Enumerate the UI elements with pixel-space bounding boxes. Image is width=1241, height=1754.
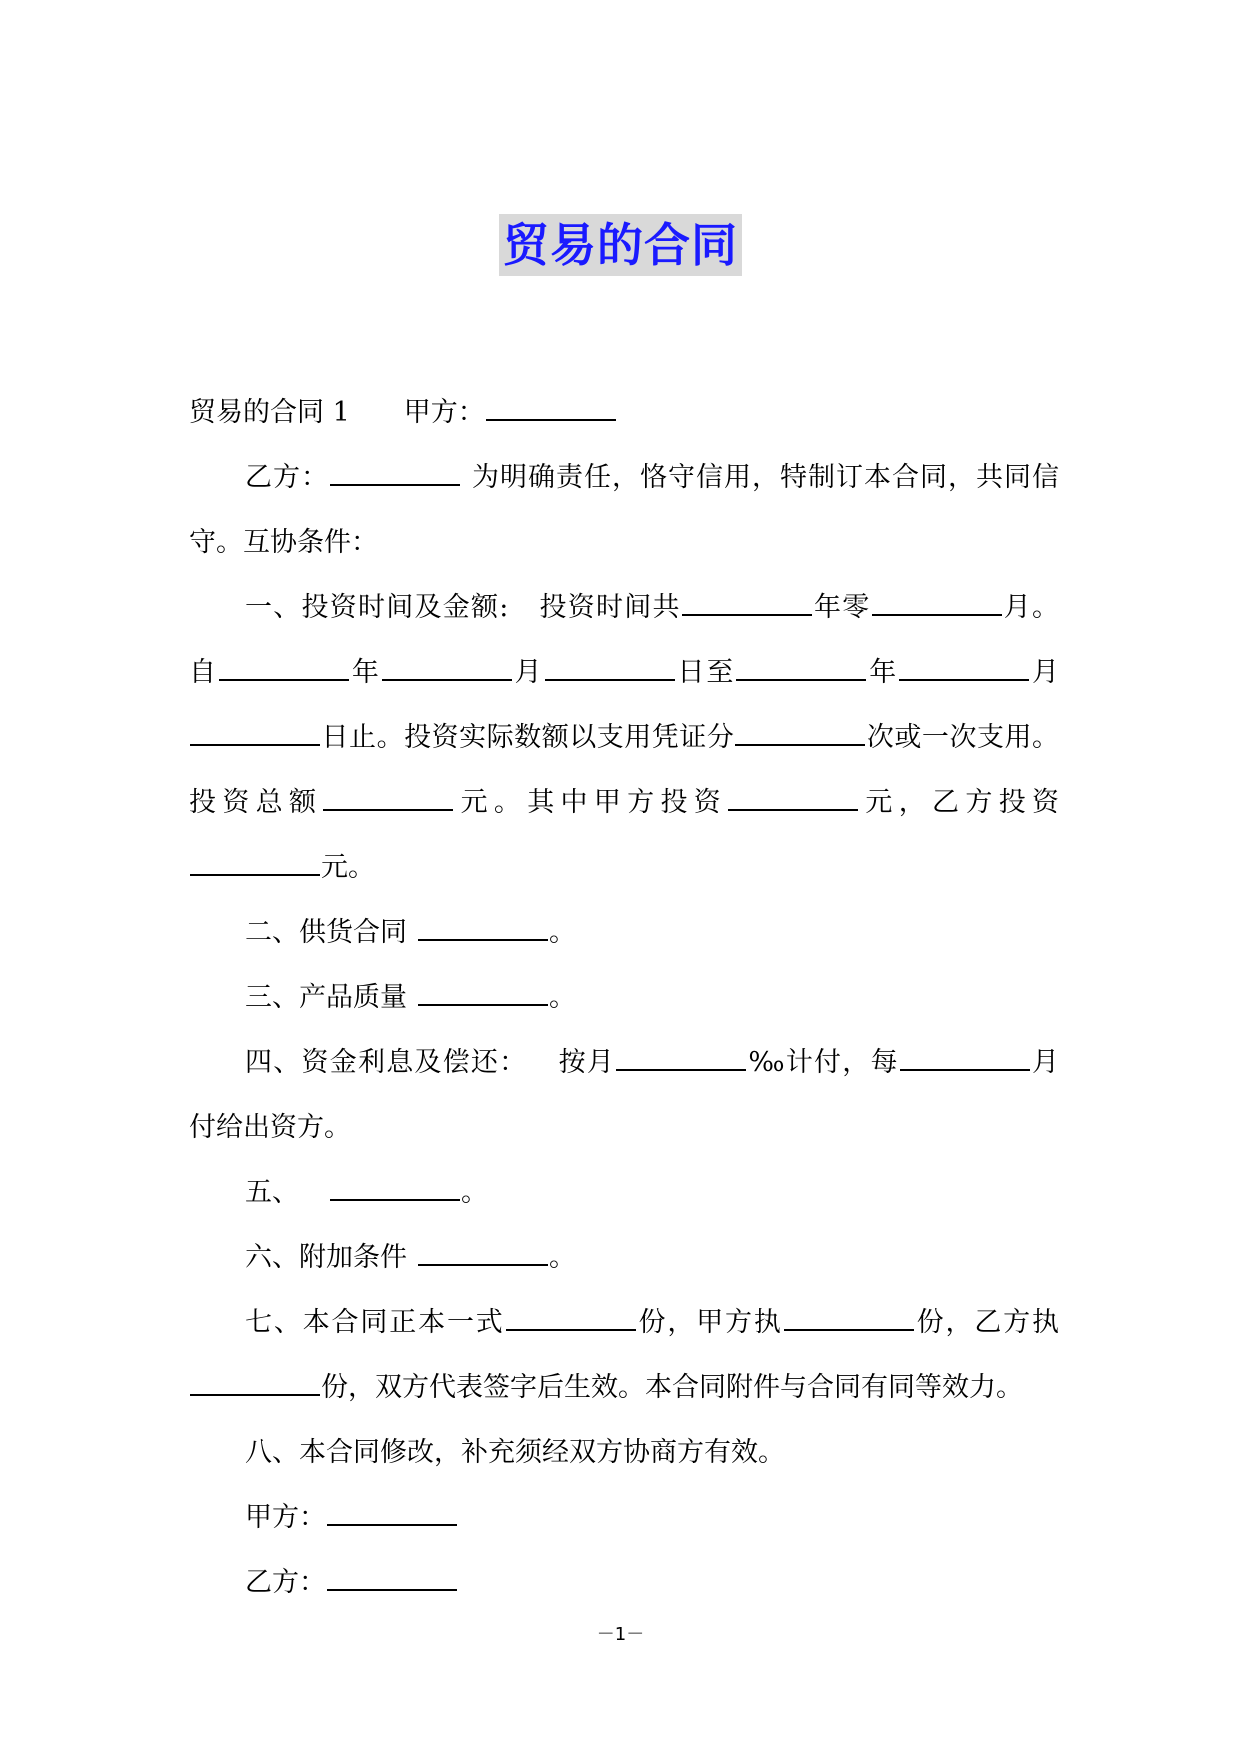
clause-1-text: 月 [1030,657,1060,688]
blank [616,1045,746,1071]
intro-paragraph [189,380,1059,445]
party-b-text: 为明确责任，恪守信用，特制订本合同，共同信守。互协条件： [189,462,1059,558]
page-number: －1－ [596,1624,645,1645]
clause-1-text: 元，乙方投资 [859,787,1060,818]
clause-6 [189,1225,1059,1290]
blank [735,720,865,746]
clause-7-text: 份，甲方执 [636,1307,783,1338]
signature-b-blank [327,1565,457,1591]
blank [190,720,320,746]
intro-heading: 贸易的合同 1 [189,397,350,428]
party-a-label: 甲方： [403,397,485,428]
blank [190,850,320,876]
clause-2 [189,900,1059,965]
signature-b-label: 乙方： [245,1567,326,1598]
signature-party-a [189,1485,1059,1550]
blank [682,590,812,616]
period: 。 [549,982,576,1013]
signature-party-b [189,1550,1059,1615]
blank [506,1305,636,1331]
clause-1 [189,575,1059,900]
party-a-blank [486,395,616,421]
blank [736,655,866,681]
clause-1-text: 元。其中甲方投资 [454,787,728,818]
blank [900,1045,1030,1071]
blank [872,590,1002,616]
signature-a-blank [327,1500,457,1526]
blank [545,655,675,681]
clause-5-label: 五、 [245,1177,299,1208]
clause-8 [189,1420,1059,1485]
period: 。 [549,917,576,948]
blank [899,655,1029,681]
period: 。 [549,1242,576,1273]
clause-5 [189,1160,1059,1225]
clause-4 [189,1030,1059,1160]
clause-1-text: 次或一次支用。投资总额 [189,722,1060,818]
clause-4-label: 四、资金利息及偿还： [245,1047,528,1078]
contract-body [189,380,1059,1615]
blank [219,655,349,681]
clause-4-text: 月付给出资方。 [189,1047,1060,1143]
clause-7-text: 七、本合同正本一式 [245,1307,505,1338]
blank [323,785,453,811]
blank [784,1305,914,1331]
blank [330,1175,460,1201]
clause-1-text: 年零 [812,592,871,623]
blank [728,785,858,811]
page-title: 贸易的合同 [499,214,742,276]
clause-6-label: 六、附加条件 [245,1242,407,1273]
signature-a-label: 甲方： [245,1502,326,1533]
clause-1-text: 投资时间共 [538,592,681,623]
clause-3 [189,965,1059,1030]
clause-4-text: ‰计付，每 [747,1047,899,1078]
blank [418,915,548,941]
party-b-label: 乙方： [245,462,329,493]
clause-1-text: 月。自 [189,592,1060,688]
title-wrapper [0,214,1241,276]
clause-1-label: 一、投资时间及金额: [245,592,509,623]
blank [418,1240,548,1266]
clause-1-text: 月 [512,657,544,688]
clause-1-text: 年 [349,657,381,688]
clause-1-text: 元。 [321,852,375,883]
clause-8-text: 八、本合同修改，补充须经双方协商方有效。 [245,1437,785,1468]
clause-3-label: 三、产品质量 [245,982,407,1013]
clause-1-text: 日至 [675,657,736,688]
clause-1-text: 年 [867,657,899,688]
clause-4-text: 按月 [557,1047,616,1078]
blank [382,655,512,681]
party-b-paragraph [189,445,1059,575]
period: 。 [461,1177,488,1208]
clause-7-text: 份，乙方执 [914,1307,1060,1338]
blank [418,980,548,1006]
clause-7 [189,1290,1059,1420]
clause-2-label: 二、供货合同 [245,917,407,948]
party-b-blank [330,460,460,486]
clause-1-text: 日止。投资实际数额以支用凭证分 [321,722,735,753]
blank [190,1370,320,1396]
clause-7-text: 份，双方代表签字后生效。本合同附件与合同有同等效力。 [321,1372,1023,1403]
